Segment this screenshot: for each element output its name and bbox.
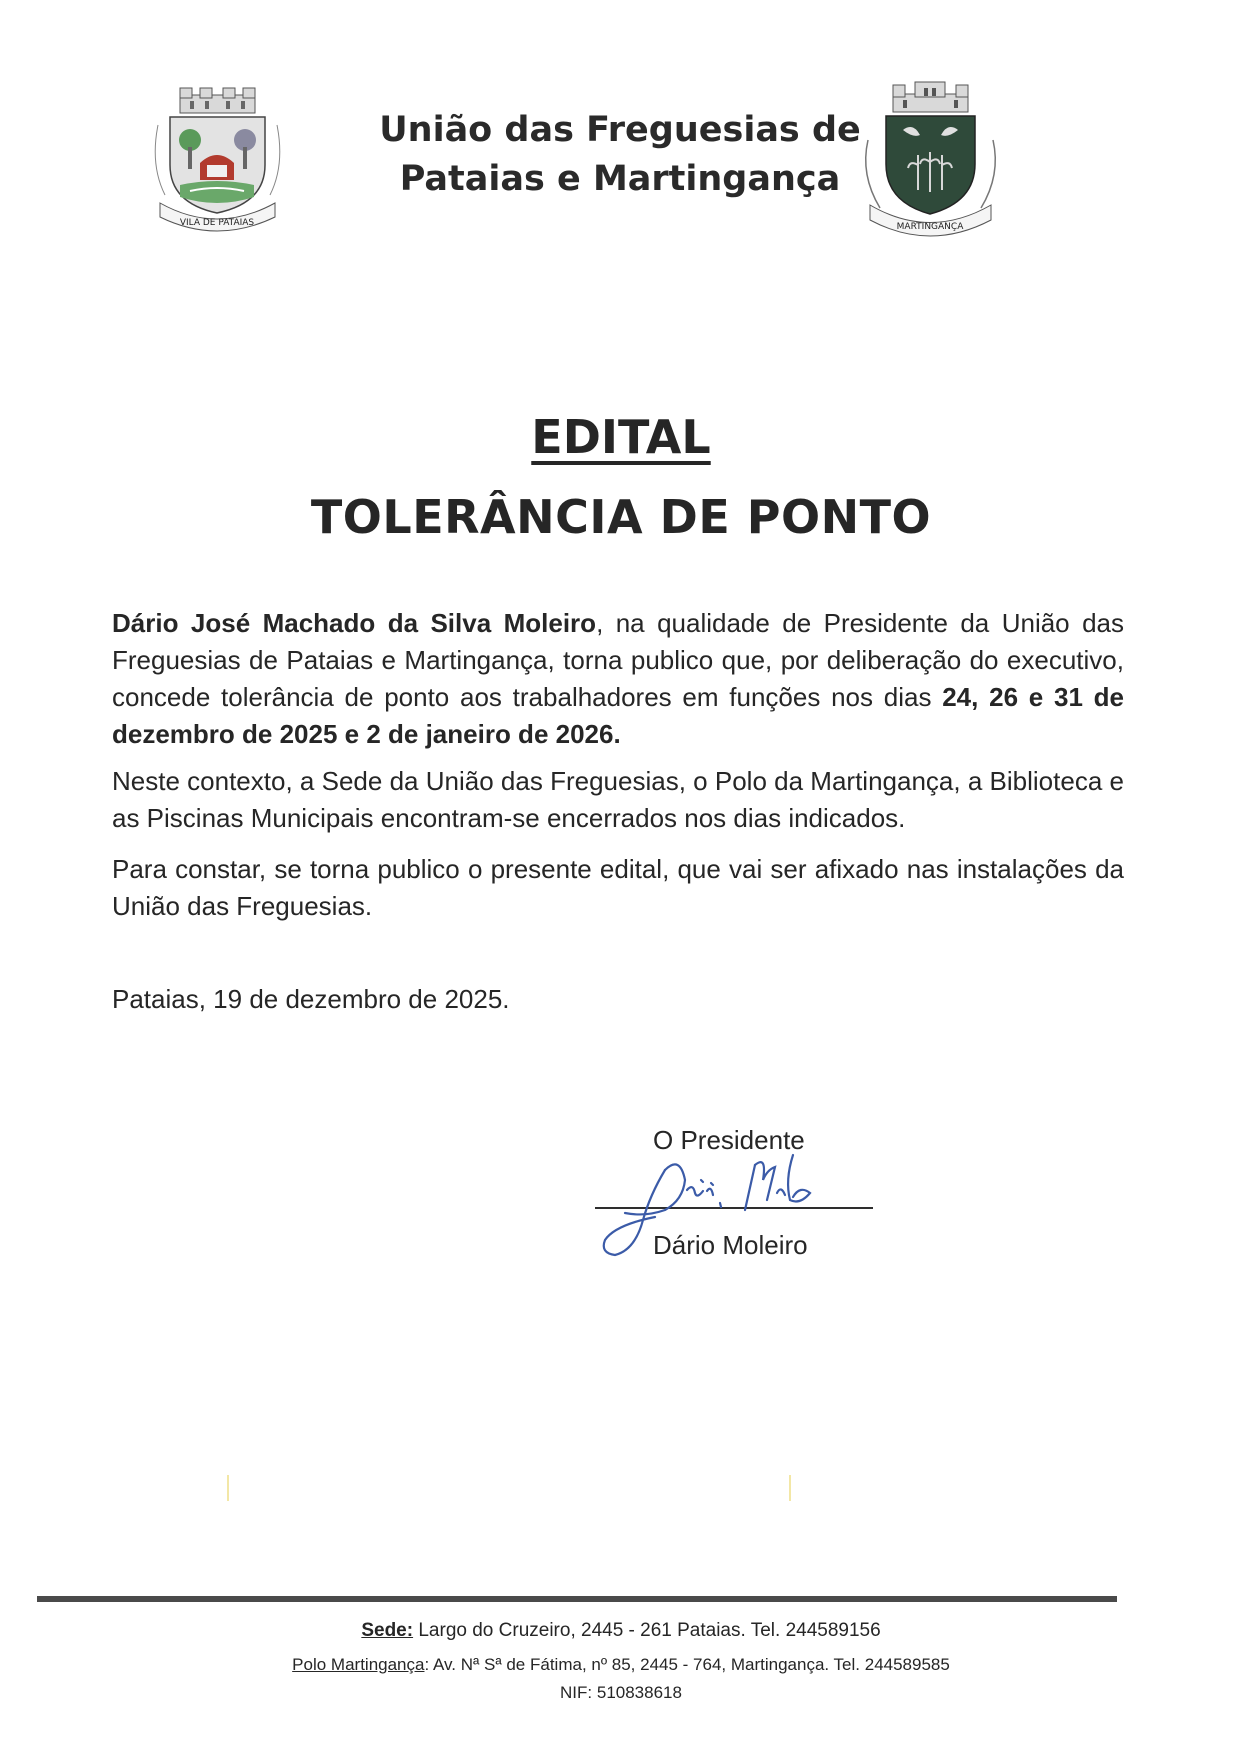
footer-sede-label: Sede: bbox=[361, 1620, 414, 1641]
place-and-date: Pataias, 19 de dezembro de 2025. bbox=[112, 984, 510, 1014]
martinganca-crest-logo bbox=[858, 80, 1003, 242]
signature-block bbox=[595, 1125, 895, 1265]
paragraph-announcement bbox=[112, 605, 1124, 753]
organization-title-line1: União das Freguesias de bbox=[379, 110, 861, 150]
signature-role: O Presidente bbox=[653, 1125, 805, 1155]
tolerance-dates: 24, 26 e 31 de dezembro de 2025 e 2 de janeiro de 2026. bbox=[112, 682, 1124, 749]
pataias-motto: VILA DE PATAIAS bbox=[179, 218, 255, 228]
footer-polo-address: : Av. Nª Sª de Fátima, nº 85, 2445 - 764, Martingança. Tel. 244589585 bbox=[424, 1655, 950, 1674]
announcement-text: , na qualidade de Presidente da União das Freguesias de Pataias e Martingança, torna publico que, por deliberação do executivo, concede tolerância de ponto aos trabalhadores em funções nos dias bbox=[112, 608, 1124, 712]
footer-sede-address: Largo do Cruzeiro, 2445 - 261 Pataias. Tel. 244589156 bbox=[413, 1620, 881, 1641]
publication-text: Para constar, se torna publico o presente edital, que vai ser afixado nas instalações da União das Freguesias. bbox=[112, 854, 1124, 921]
scan-artifact bbox=[227, 1475, 229, 1501]
paragraph-closures bbox=[112, 763, 1124, 837]
document-subtitle: TOLERÂNCIA DE PONTO bbox=[310, 490, 932, 544]
footer-polo-label: Polo Martingança bbox=[292, 1655, 425, 1674]
footer-headquarters bbox=[0, 1620, 1242, 1642]
footer-nif: NIF: 510838618 bbox=[560, 1683, 682, 1702]
closures-text: Neste contexto, a Sede da União das Freguesias, o Polo da Martingança, a Biblioteca e as Piscinas Municipais encontram-se encerrados nos dias indicados. bbox=[112, 766, 1124, 833]
signature-name: Dário Moleiro bbox=[653, 1230, 808, 1260]
organization-title-line2: Pataias e Martingança bbox=[399, 159, 841, 199]
paragraph-publication bbox=[112, 851, 1124, 925]
scan-artifact bbox=[789, 1475, 791, 1501]
martinganca-motto: MARTINGANÇA bbox=[896, 222, 964, 232]
handwritten-signature bbox=[595, 1125, 895, 1265]
document-title: EDITAL bbox=[531, 410, 711, 464]
footer-polo bbox=[0, 1655, 1242, 1675]
pataias-crest-logo bbox=[150, 85, 285, 235]
president-full-name: Dário José Machado da Silva Moleiro bbox=[112, 608, 597, 638]
organization-title bbox=[330, 106, 910, 204]
footer-divider bbox=[37, 1596, 1117, 1602]
